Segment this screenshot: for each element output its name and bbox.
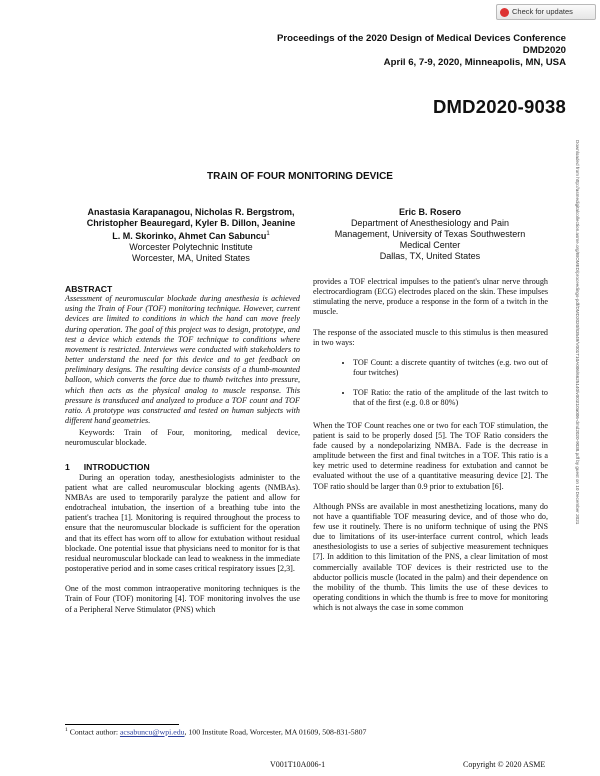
conference-line-3: April 6, 7-9, 2020, Minneapolis, MN, USA [383,57,566,69]
intro-paragraph-1: During an operation today, anesthesiologists administer to the patient what are called neuromuscular blocking agents (NMBAs). NMBAs are used to temporarily paralyze the patient and allow for endotracheal intubation, the insertion of a breathing tube into the patient's trachea [1]. Monitoring is required throughout the process to ensure that the neuromuscular blockade is sufficient for the operation and that its effect has worn off to allow for extubation without residual blockade. One potential issue that physicians need to monitor for is that residual neuromuscular blockade can lead to weakness in the immediate postoperative period and in some cases critical respiratory issues [2,3]. [65,472,300,574]
affiliation-right-2: Management, University of Texas Southwestern [334,229,526,239]
intro-paragraph-2: One of the most common intraoperative monitoring techniques is the Train of Four (TOF) monitoring [4]. TOF monitoring involves the use of a Peripheral Nerve Stimulator (PNS) which [65,584,300,614]
right-column [313,277,548,613]
check-updates-icon [500,8,509,17]
copyright: Copyright © 2020 ASME [463,760,546,769]
paper-id: DMD2020-9038 [432,96,566,117]
page-number: V001T10A006-1 [270,760,326,769]
conference-line-2: DMD2020 [522,45,566,57]
footnote-address: , 100 Institute Road, Worcester, MA 01609, 508-831-5807 [184,727,367,737]
abstract-text: Assessment of neuromuscular blockade during anesthesia is achieved using the Train of Four (TOF) monitoring technique. However, current devices are limited to conditions in which the hand can move freely during operation. The goal of this project was to design, prototype, and test a device which extends the TOF technique to conditions where movement is restricted. Interviews were conducted with stakeholders to better understand the need for this device and to get feedback on preliminary designs. The resulting device consists of a thumb-mounted balloon, which converts the force due to thumb twitches into pressure, which then acts as the physical analog to muscle response. This pressure is transduced and analyzed to produce a TOF count and TOF ratio. A prototype was constructed and tested on human subjects with different hand geometries. [65,294,300,426]
measurement-list [313,358,548,409]
footnote-prefix: Contact author: [69,727,120,737]
author-name-right: Eric B. Rosero [398,207,462,217]
download-sidebar-text: Downloaded from http://asmedigitalcollection.asme.org/BIOMED/proceedings-pdf/DMD2020/83549/V001T10A006/6625140/v001t10a006-dmd2020-9038.pdf by guest on 10 December 2021 [575,140,580,525]
section-title: INTRODUCTION [83,461,150,472]
author-footnote-mark: 1 [266,231,270,237]
abstract-heading: ABSTRACT [65,284,113,294]
affiliation-right-3: Medical Center [399,240,461,250]
check-for-updates-button[interactable] [496,4,596,20]
right-paragraph-4: Although PNSs are available in most anesthetizing locations, many do not have a quantifiable TOF measuring device, and of those who do, few use it routinely. There is no uniform technique of using the PNS due to limitations of its user-interface current control, which leads anesthesiologists to use a series of subjective measurement techniques [7]. In addition to this limitation of the PNS, a clear limitation of most commercially available TOF devices is their restricted use to the abductor pollicis muscle (located in the palm) and their dependence on the mobility of the thumb. This limits the use of these devices to operating conditions in which the thumb is free to move for monitoring which is not always the case in some common [313,501,548,613]
authors-right [312,207,548,262]
contact-email-link[interactable]: acsabuncu@wpi.edu [119,727,185,737]
right-paragraph-2: The response of the associated muscle to this stimulus is then measured in two ways: [313,327,548,347]
footnote [65,727,366,737]
right-paragraph-3: When the TOF Count reaches one or two for each TOF stimulation, the patient is said to be properly dosed [5]. The TOF Ratio considers the fade caused by a nondepolarizing NMBA. Fade is the decrease in amplitude between the first and final twitches in a TOF. This ratio is a key metric used to determine readiness for extubation and cannot be evaluated without the use of a quantitative measuring device [2]. The TOF ratio should be larger than 0.9 prior to extubation [6]. [313,420,548,491]
paper-title: TRAIN OF FOUR MONITORING DEVICE [207,171,393,182]
affiliation-left-2: Worcester, MA, United States [132,253,250,263]
author-names-line-2: Christopher Beauregard, Kyler B. Dillon, Jeanine [86,218,296,228]
footnote-rule [65,724,179,725]
affiliation-left-1: Worcester Polytechnic Institute [129,242,253,252]
list-item: • TOF Count: a discrete quantity of twitches (e.g. two out of four twitches) [353,358,548,378]
author-names-line-1: Anastasia Karapanagou, Nicholas R. Bergstrom, [87,207,295,217]
check-for-updates-label: Check for updates [512,7,573,16]
conference-line-1: Proceedings of the 2020 Design of Medical Devices Conference [277,33,566,44]
keywords: Keywords: Train of Four, monitoring, medical device, neuromuscular blockade. [65,428,300,448]
list-item: • TOF Ratio: the ratio of the amplitude of the last twitch to that of the first (e.g. 0.8 or 80%) [353,388,548,408]
conference-header [206,33,566,70]
right-paragraph-1: provides a TOF electrical impulses to the patient's ulnar nerve through electrocardiogram (ECG) electrodes placed on the skin. These impulses stimulating the nerve, produce a response in the form of a twitch in the muscle. [313,277,548,317]
section-number: 1 [65,461,70,472]
footnote-mark: 1 [65,727,68,733]
left-column [65,284,300,615]
author-names-line-3: L. M. Skorinko, Ahmet Can Sabuncu [112,231,267,241]
authors-left [60,207,322,264]
affiliation-right-1: Department of Anesthesiology and Pain [350,218,510,228]
affiliation-right-4: Dallas, TX, United States [379,251,481,261]
introduction-heading [65,462,300,472]
download-sidebar [572,140,582,750]
